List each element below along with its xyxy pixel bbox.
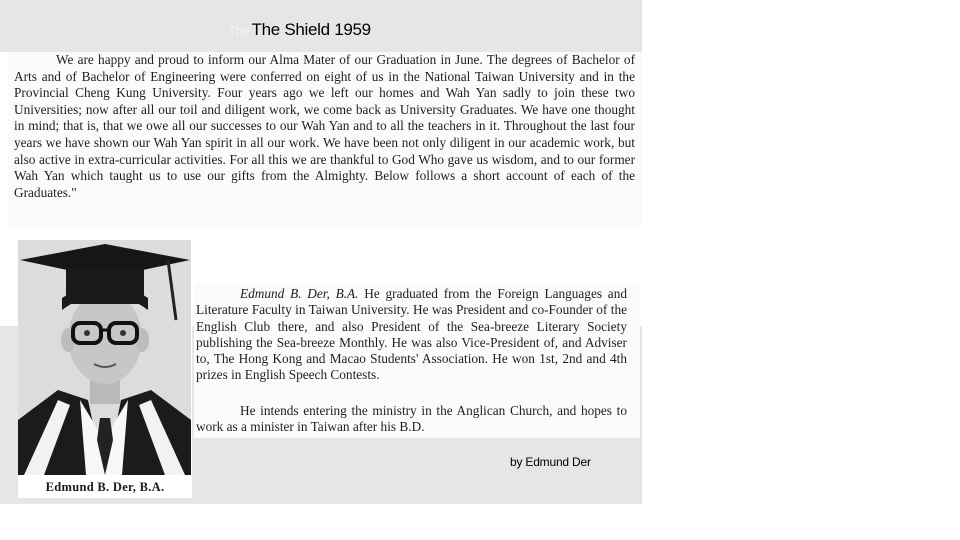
title-faint-word: The xyxy=(228,23,250,38)
bio-paragraph xyxy=(196,286,627,384)
bio-name: Edmund B. Der, B.A. xyxy=(240,286,359,301)
photo-caption: Edmund B. Der, B.A. xyxy=(45,480,165,494)
author-credit: by Edmund Der xyxy=(510,455,591,469)
intro-paragraph: We are happy and proud to inform our Alma Mater of our Graduation in June. The degrees of Bachelor of Arts and of Bachelor of Engineering were conferred on eight of us in the National Taiwan University and in the Provincial Cheng Kung University. Four years ago we left our homes and Wah Yan sadly to join these two Universities; now after all our toil and diligent work, we come back as University Graduates. We have one thought in mind; that is, that we owe all our successes to our Wah Yan and to all the teachers in it. Throughout the last four years we have shown our Wah Yan spirit in all our work. We have been not only diligent in our academic work, but also active in extra-curricular activities. For all this we are thankful to God Who gave us wisdom, and to our former Wah Yan which taught us to use our gifts from the Almighty. Below follows a short account of each of the Graduates." xyxy=(14,52,635,200)
slide-title xyxy=(228,20,371,42)
bio-paragraph-2: He intends entering the ministry in the Anglican Church, and hopes to work as a minister in Taiwan after his B.D. xyxy=(196,403,627,435)
title-text: The Shield 1959 xyxy=(251,20,371,39)
graduate-portrait-photo xyxy=(18,240,191,475)
graduate-photo-frame xyxy=(18,240,192,498)
bio-text: He graduated from the Foreign Languages and Literature Faculty in Taiwan University. He was President and co-Founder of the English Club there, and also President of the Sea-breeze Literary Society publishing the Sea-breeze Monthly. He was also Vice-President of, and Adviser to, The Hong Kong and Macao Students' Association. He won 1st, 2nd and 4th prizes in English Speech Contests. xyxy=(196,286,627,383)
portrait-illustration xyxy=(18,240,191,475)
